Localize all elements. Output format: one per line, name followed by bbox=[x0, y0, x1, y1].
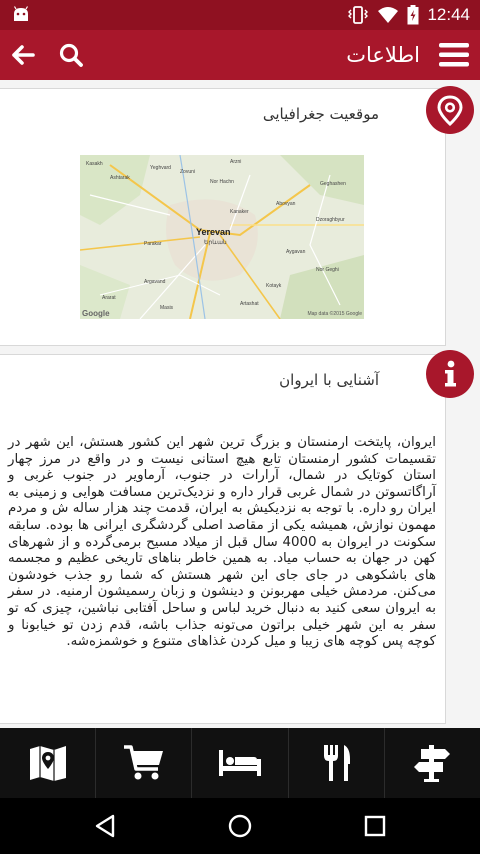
back-button[interactable] bbox=[8, 40, 38, 70]
tab-shopping[interactable] bbox=[96, 728, 192, 798]
location-map[interactable] bbox=[80, 155, 364, 319]
map-label: Zovuni bbox=[180, 169, 196, 175]
map-label: Kasakh bbox=[86, 161, 103, 167]
nav-recents-button[interactable] bbox=[361, 812, 389, 840]
bottom-tab-bar bbox=[0, 728, 480, 798]
menu-icon bbox=[438, 40, 470, 70]
map-label: Ashtarak bbox=[110, 175, 130, 181]
map-credit: Map data ©2015 Google bbox=[307, 311, 362, 317]
map-label: Nor Hachn bbox=[210, 179, 234, 185]
map-label: Ararat bbox=[102, 295, 116, 301]
info-icon bbox=[426, 350, 474, 398]
menu-button[interactable] bbox=[438, 40, 470, 70]
map-label: Kotayk bbox=[266, 283, 282, 289]
location-card bbox=[0, 88, 446, 346]
google-logo: Google bbox=[82, 309, 110, 318]
search-button[interactable] bbox=[56, 40, 86, 70]
map-city-native-label: Երևան bbox=[204, 240, 227, 246]
map-label: Aygavan bbox=[286, 249, 306, 255]
home-circle-icon bbox=[226, 812, 254, 840]
page-title: اطلاعات bbox=[346, 43, 420, 67]
status-bar bbox=[0, 0, 480, 30]
restaurant-icon bbox=[320, 743, 352, 783]
hotel-bed-icon bbox=[218, 746, 262, 780]
map-label: Dzoraghbyur bbox=[316, 217, 345, 223]
nav-home-button[interactable] bbox=[226, 812, 254, 840]
signpost-icon bbox=[412, 743, 452, 783]
map-city-label: Yerevan bbox=[196, 227, 231, 237]
back-triangle-icon bbox=[91, 812, 119, 840]
battery-icon bbox=[407, 5, 419, 25]
shopping-cart-icon bbox=[123, 743, 165, 783]
search-icon bbox=[56, 40, 86, 70]
map-label: Masis bbox=[160, 305, 174, 311]
tab-restaurants[interactable] bbox=[289, 728, 385, 798]
map-label: Kanaker bbox=[230, 209, 249, 215]
map-label: Nor Geghi bbox=[316, 267, 339, 273]
map-label: Geghashen bbox=[320, 181, 346, 187]
map-book-icon bbox=[28, 743, 68, 783]
map-label: Argavand bbox=[144, 279, 166, 285]
android-icon bbox=[12, 6, 30, 22]
location-card-icon bbox=[426, 86, 474, 134]
intro-card bbox=[0, 354, 446, 724]
status-clock: 12:44 bbox=[427, 5, 470, 24]
tab-directions[interactable] bbox=[385, 728, 480, 798]
intro-card-icon bbox=[426, 350, 474, 398]
map-label: Parakar bbox=[144, 241, 162, 247]
intro-card-title: آشنایی با ایروان bbox=[279, 371, 379, 389]
intro-body-text: ایروان، پایتخت ارمنستان و بزرگ ترین شهر این کشور هستش، این شهر در تقسیمات کشور ارمنستان تابع هیچ استانی نیست و در واقع در مرز چهار استان کوتایک در شمال، آرارات در جنوب، آرماویر در جنوب غربی و آراگاتسوتن در شمال غربی قرار داره و نزدیک‌ترین مسافت هوایی و زمینی به ایران رو داره. با توجه به نزدیکیش به ایران، قدمت چند هزار ساله ش و مردم مهمون نوازش، همیشه یکی از مقاصد اصلی گردشگری ایرانی ها بوده. سابقه سکونت در ایروان به 4000 سال قبل از میلاد مسیح برمی‌گرده و از شهرهای کهن در جهان به حساب میاد. به همین خاطر بناهای تاریخی عظیم و مجسمه های باشکوهی در جای جای این شهر هستش که شما رو جذب خودشون می‌کنن. مردمش خیلی مهربونن و دینشون و زبان رسمیشون ارمنیه. در سفر به ایروان سعی کنید به دنبال خرید لباس و ساحل آفتابی نباشین، چیزی که تو سفر به این شهر خیلی براتون می‌تونه جذاب باشه، قدم زدن تو خیابونا و کوچه پس کوچه های زیبا و میل کردن غذاهای متنوع و خوشمزه‌شه. bbox=[8, 435, 436, 650]
map-label: Arzni bbox=[230, 159, 242, 165]
content-scroll[interactable] bbox=[0, 80, 480, 728]
map-label: Artashat bbox=[240, 301, 259, 307]
app-bar bbox=[0, 30, 480, 80]
tab-map-guide[interactable] bbox=[0, 728, 96, 798]
back-arrow-icon bbox=[8, 40, 38, 70]
nav-back-button[interactable] bbox=[91, 812, 119, 840]
map-label: Yeghvard bbox=[150, 165, 171, 171]
map-pin-icon bbox=[426, 86, 474, 134]
vibrate-icon bbox=[347, 6, 369, 24]
wifi-icon bbox=[377, 6, 399, 24]
location-card-title: موقعیت جغرافیایی bbox=[262, 105, 379, 123]
map-label: Abovyan bbox=[276, 201, 296, 207]
recents-square-icon bbox=[361, 812, 389, 840]
tab-hotels[interactable] bbox=[192, 728, 288, 798]
system-nav-bar bbox=[0, 798, 480, 854]
